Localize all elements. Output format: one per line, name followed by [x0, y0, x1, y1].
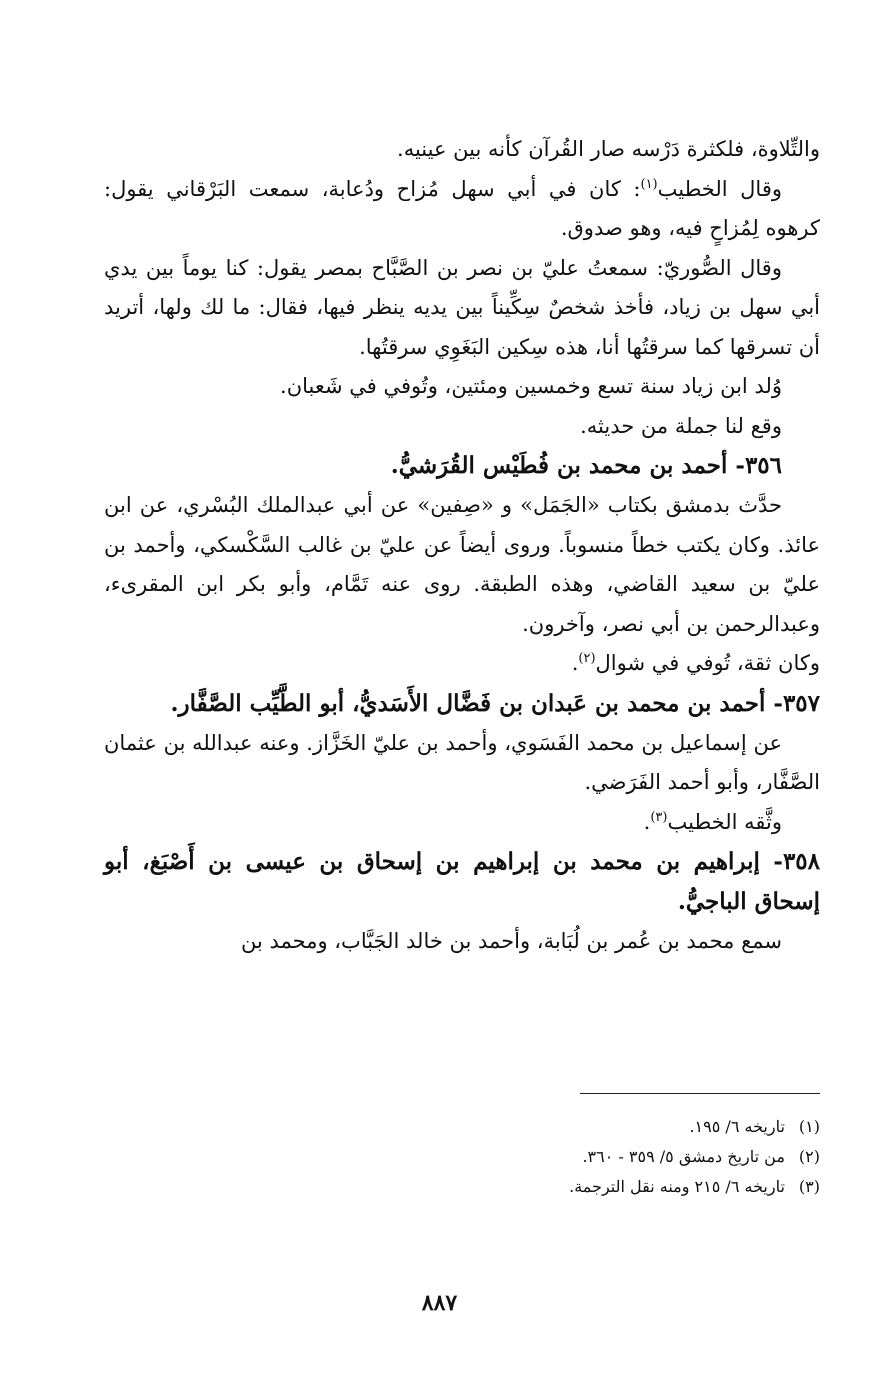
- footnote-3-text: تاريخه ٦/ ٢١٥ ومنه نقل الترجمة.: [569, 1177, 785, 1196]
- footnote-ref-1[interactable]: (١): [640, 176, 658, 192]
- entry-heading-358-text: ٣٥٨- إبراهيم بن محمد بن إبراهيم بن إسحاق بن عيسى بن أَصْبَغ، أبو إسحاق الباجيُّ.: [104, 848, 820, 915]
- entry-heading-356-text: ٣٥٦- أحمد بن محمد بن فُطَيْس القُرَشيُّ.: [390, 452, 782, 479]
- footnote-2: [104, 1142, 820, 1172]
- paragraph-7: [104, 644, 820, 684]
- paragraph-7-text-a: وكان ثقة، تُوفي في شوال: [595, 651, 820, 675]
- footnote-3-number: (٣): [798, 1177, 820, 1196]
- paragraph-2-text-b: : كان في أبي سهل مُزاح ودُعابة، سمعت البَرْقاني يقول: كرهوه لِمُزاحٍ فيه، وهو صدوق.: [104, 176, 820, 240]
- paragraph-10-text: سمع محمد بن عُمر بن لُبَابة، وأحمد بن خالد الجَبَّاب، ومحمد بن: [240, 929, 782, 953]
- footnote-divider: [580, 1093, 820, 1094]
- footnote-2-text: من تاريخ دمشق ٥/ ٣٥٩ - ٣٦٠.: [582, 1147, 785, 1166]
- footnote-1-number: (١): [798, 1117, 820, 1136]
- footnotes: [104, 1112, 820, 1202]
- paragraph-2: [104, 170, 820, 249]
- paragraph-2-text-a: وقال الخطيب: [657, 176, 782, 201]
- paragraph-8-text: عن إسماعيل بن محمد الفَسَوي، وأحمد بن عليّ الخَزَّاز. وعنه عبدالله بن عثمان الصَّفَّار، وأبو أحمد الفَرَضي.: [104, 730, 820, 794]
- footnote-3: [104, 1172, 820, 1202]
- paragraph-4: [104, 367, 820, 407]
- paragraph-1-text: والتِّلاوة، فلكثرة دَرْسه صار القُرآن كأنه بين عينيه.: [397, 137, 820, 161]
- entry-heading-356: [104, 446, 820, 486]
- footnote-1: [104, 1112, 820, 1142]
- footnote-1-text: تاريخه ٦/ ١٩٥.: [689, 1117, 785, 1136]
- paragraph-3: [104, 249, 820, 368]
- entry-heading-357: [104, 684, 820, 724]
- paragraph-5-text: وقع لنا جملة من حديثه.: [580, 413, 782, 438]
- paragraph-1: [104, 130, 820, 170]
- paragraph-10: [104, 922, 820, 962]
- paragraph-9: [104, 803, 820, 843]
- entry-heading-358: [104, 842, 820, 922]
- footnote-ref-2[interactable]: (٢): [578, 651, 596, 666]
- footnote-ref-3[interactable]: (٣): [650, 809, 668, 825]
- paragraph-7-text-b: .: [571, 651, 579, 675]
- paragraph-3-text: وقال الصُّوريّ: سمعتُ عليّ بن نصر بن الصَّبَّاح بمصر يقول: كنا يوماً بين يدي أبي سهل بن زياد، فأخذ شخصٌ سِكِّيناً بين يديه ينظر فيها، فقال: ما لك ولها، أتريد أن تسرقها كما سرقتُها أنا، هذه سِكين البَغَوِي سرقتُها.: [104, 255, 820, 359]
- main-text: [104, 130, 820, 962]
- paragraph-6: [104, 486, 820, 644]
- paragraph-9-text-b: .: [643, 809, 651, 834]
- entry-heading-357-text: ٣٥٧- أحمد بن محمد بن عَبدان بن فَضَّال الأَسَديُّ، أبو الطَّيِّب الصَّفَّار.: [170, 689, 820, 717]
- page-number: ٨٨٧: [421, 1290, 458, 1316]
- paragraph-5: [104, 407, 820, 447]
- paragraph-9-text-a: وثَّقه الخطيب: [667, 809, 782, 834]
- paragraph-8: [104, 724, 820, 803]
- paragraph-4-text: وُلد ابن زياد سنة تسع وخمسين ومئتين، وتُوفي في شَعبان.: [280, 374, 782, 398]
- footnote-2-number: (٢): [798, 1147, 820, 1166]
- paragraph-6-text: حدَّث بدمشق بكتاب «الجَمَل» و «صِفين» عن أبي عبدالملك البُسْري، عن ابن عائذ. وكان يكتب خطاً منسوباً. وروى أيضاً عن عليّ بن غالب السَّكْسكي، وأحمد بن عليّ بن سعيد القاضي، وهذه الطبقة. روى عنه تَمَّام، وأبو بكر ابن المقرىء، وعبدالرحمن بن أبي نصر، وآخرون.: [104, 493, 820, 636]
